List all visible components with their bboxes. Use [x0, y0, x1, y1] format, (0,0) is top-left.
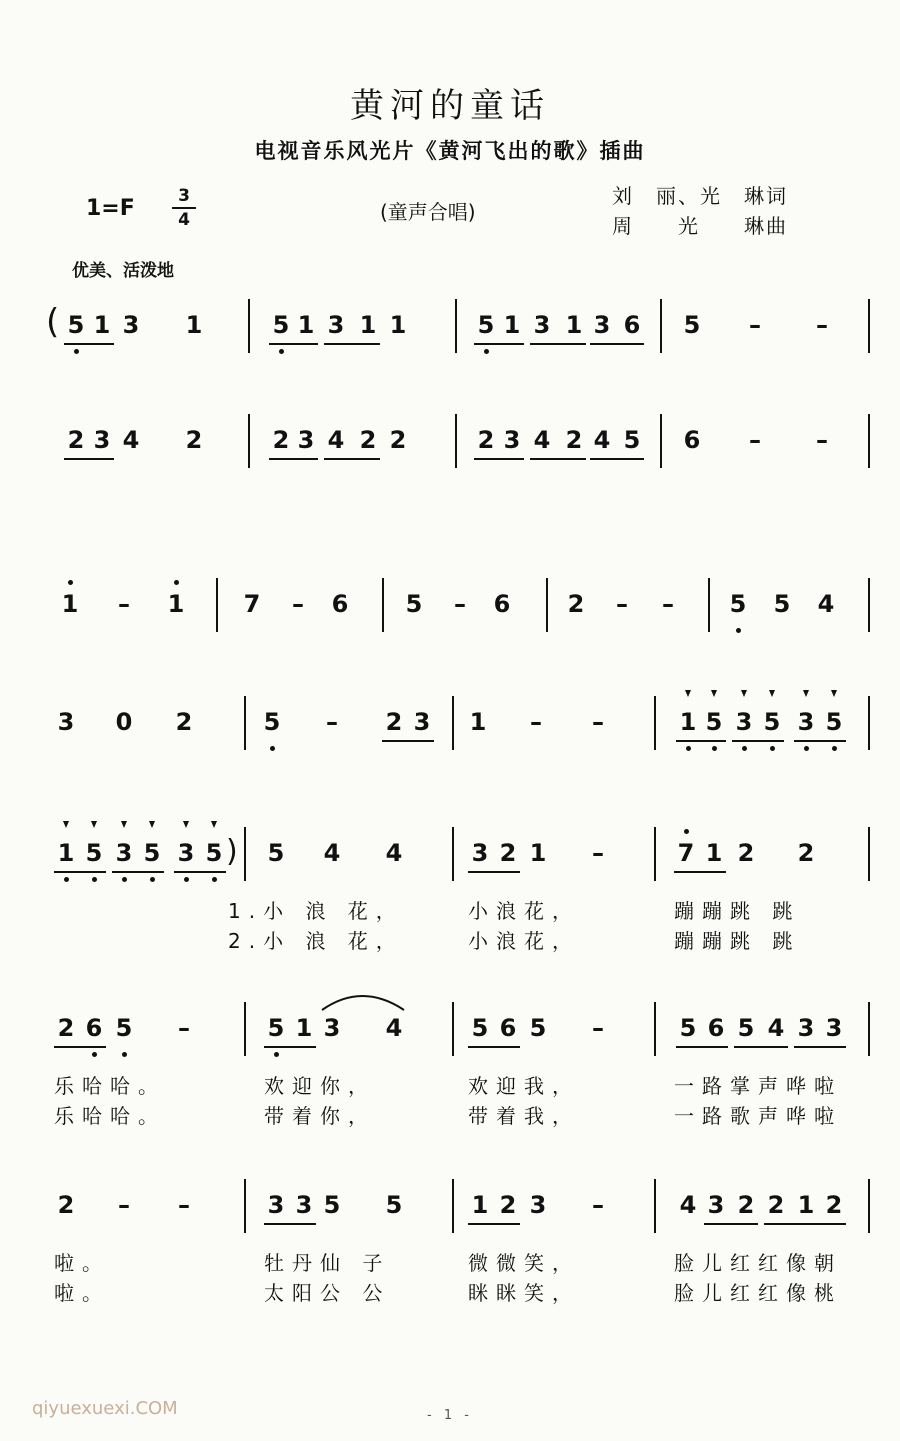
staccato-mark — [803, 690, 809, 697]
staccato-mark — [741, 690, 747, 697]
underline — [590, 343, 644, 345]
underline — [734, 1046, 788, 1048]
note: 2 — [567, 590, 585, 618]
note: 4 — [122, 426, 140, 454]
note: 3 — [413, 708, 431, 736]
barline — [244, 1002, 246, 1056]
underline — [590, 458, 644, 460]
octave-dot — [684, 829, 689, 834]
note: 3 — [533, 311, 551, 339]
note: 3 — [825, 1014, 843, 1042]
note: 4 — [327, 426, 345, 454]
octave-dot — [92, 1052, 97, 1057]
tempo-marking: 优美、活泼地 — [72, 261, 174, 281]
octave-dot — [68, 580, 73, 585]
barline — [244, 827, 246, 881]
note: – — [592, 839, 604, 867]
barline — [868, 578, 870, 632]
note: 1 — [797, 1191, 815, 1219]
lyric: 太阳公 公 — [264, 1281, 391, 1305]
note: 5 — [705, 708, 723, 736]
note: 5 — [272, 311, 290, 339]
underline — [732, 740, 784, 742]
barline — [248, 299, 250, 353]
note: – — [592, 1014, 604, 1042]
barline — [868, 1002, 870, 1056]
lyric: 蹦蹦跳 跳 — [674, 929, 801, 953]
note: 5 — [67, 311, 85, 339]
note: 1 — [167, 590, 185, 618]
watermark: qiyuexuexi.COM — [32, 1398, 178, 1419]
note: 2 — [57, 1191, 75, 1219]
note: 2 — [272, 426, 290, 454]
octave-dot — [74, 349, 79, 354]
note: 6 — [623, 311, 641, 339]
lyric: 一路掌声哗啦 — [674, 1074, 842, 1098]
note: 1 — [705, 839, 723, 867]
lyric: 带着你， — [264, 1104, 376, 1128]
lyric: 小浪花， — [468, 899, 580, 923]
barline — [216, 578, 218, 632]
barline — [452, 1002, 454, 1056]
note: 5 — [85, 839, 103, 867]
underline — [674, 871, 726, 873]
note: 5 — [477, 311, 495, 339]
note: 3 — [503, 426, 521, 454]
lyricist-credit: 刘 丽、光 琳词 — [612, 184, 788, 208]
key-signature: 1=F — [86, 196, 135, 221]
staccato-mark — [211, 821, 217, 828]
underline — [112, 871, 164, 873]
note: 3 — [529, 1191, 547, 1219]
note: 3 — [295, 1191, 313, 1219]
note: 2 — [389, 426, 407, 454]
note: 7 — [677, 839, 695, 867]
staccato-mark — [711, 690, 717, 697]
note: 5 — [737, 1014, 755, 1042]
note: 5 — [679, 1014, 697, 1042]
note: 1 — [469, 708, 487, 736]
staccato-mark — [183, 821, 189, 828]
note: 2 — [175, 708, 193, 736]
underline — [264, 1223, 316, 1225]
barline — [244, 696, 246, 750]
note: – — [816, 311, 828, 339]
underline — [468, 1223, 520, 1225]
note: 3 — [323, 1014, 341, 1042]
note: 3 — [267, 1191, 285, 1219]
note: 3 — [297, 426, 315, 454]
note: 2 — [565, 426, 583, 454]
lyric: 啦。 — [54, 1251, 110, 1275]
note: 7 — [243, 590, 261, 618]
note: 2 — [499, 839, 517, 867]
note: 5 — [143, 839, 161, 867]
note: 2 — [359, 426, 377, 454]
barline — [654, 827, 656, 881]
note: 2 — [825, 1191, 843, 1219]
note: 5 — [405, 590, 423, 618]
underline — [64, 343, 114, 345]
note: 2 — [185, 426, 203, 454]
octave-dot — [212, 877, 217, 882]
note: – — [178, 1014, 190, 1042]
note: 4 — [767, 1014, 785, 1042]
staccato-mark — [121, 821, 127, 828]
note: 3 — [115, 839, 133, 867]
slur — [318, 988, 408, 1012]
barline — [382, 578, 384, 632]
note: – — [326, 708, 338, 736]
paren: ) — [226, 834, 238, 869]
note: 1 — [297, 311, 315, 339]
note: 5 — [385, 1191, 403, 1219]
note: 1 — [529, 839, 547, 867]
underline — [794, 1046, 846, 1048]
staccato-mark — [91, 821, 97, 828]
note: – — [454, 590, 466, 618]
barline — [452, 827, 454, 881]
octave-dot — [274, 1052, 279, 1057]
note: 2 — [57, 1014, 75, 1042]
note: 5 — [263, 708, 281, 736]
note: 1 — [679, 708, 697, 736]
underline — [174, 871, 226, 873]
note: – — [118, 1191, 130, 1219]
octave-dot — [184, 877, 189, 882]
note: – — [749, 426, 761, 454]
barline — [868, 414, 870, 468]
lyric: 小浪花， — [468, 929, 580, 953]
underline — [676, 740, 726, 742]
barline — [455, 299, 457, 353]
note: 4 — [817, 590, 835, 618]
note: 5 — [763, 708, 781, 736]
note: 3 — [93, 426, 111, 454]
octave-dot — [279, 349, 284, 354]
note: 3 — [57, 708, 75, 736]
note: 1 — [61, 590, 79, 618]
underline — [324, 458, 380, 460]
note: – — [118, 590, 130, 618]
note: 4 — [593, 426, 611, 454]
note: 5 — [323, 1191, 341, 1219]
note: 3 — [797, 708, 815, 736]
octave-dot — [174, 580, 179, 585]
note: 6 — [85, 1014, 103, 1042]
note: – — [592, 1191, 604, 1219]
note: 3 — [797, 1014, 815, 1042]
time-signature-top: 3 — [178, 186, 190, 206]
lyric: 1.小 浪 花， — [228, 899, 404, 923]
underline — [468, 871, 520, 873]
octave-dot — [92, 877, 97, 882]
note: 5 — [729, 590, 747, 618]
note: – — [662, 590, 674, 618]
barline — [708, 578, 710, 632]
note: 3 — [593, 311, 611, 339]
note: 5 — [825, 708, 843, 736]
note: 1 — [565, 311, 583, 339]
note: 1 — [359, 311, 377, 339]
note: 6 — [493, 590, 511, 618]
note: 3 — [471, 839, 489, 867]
barline — [868, 1179, 870, 1233]
lyric: 乐哈哈。 — [54, 1104, 166, 1128]
song-subtitle: 电视音乐风光片《黄河飞出的歌》插曲 — [254, 139, 646, 163]
underline — [324, 343, 380, 345]
time-signature — [172, 186, 196, 230]
barline — [660, 299, 662, 353]
note: 2 — [737, 839, 755, 867]
note: 2 — [737, 1191, 755, 1219]
octave-dot — [270, 746, 275, 751]
barline — [452, 1179, 454, 1233]
lyric: 微微笑， — [468, 1251, 580, 1275]
note: 3 — [735, 708, 753, 736]
note: 4 — [679, 1191, 697, 1219]
barline — [244, 1179, 246, 1233]
note: 0 — [115, 708, 133, 736]
note: – — [749, 311, 761, 339]
barline — [455, 414, 457, 468]
octave-dot — [770, 746, 775, 751]
note: 4 — [323, 839, 341, 867]
note: 3 — [122, 311, 140, 339]
note: 5 — [623, 426, 641, 454]
note: 1 — [57, 839, 75, 867]
lyric: 牡丹仙 子 — [264, 1251, 391, 1275]
note: 2 — [797, 839, 815, 867]
note: 1 — [93, 311, 111, 339]
note: – — [616, 590, 628, 618]
note: 1 — [389, 311, 407, 339]
note: 5 — [205, 839, 223, 867]
note: – — [530, 708, 542, 736]
underline — [264, 1046, 316, 1048]
barline — [248, 414, 250, 468]
underline — [269, 343, 318, 345]
performance-note: (童声合唱) — [380, 200, 476, 224]
note: 1 — [503, 311, 521, 339]
underline — [468, 1046, 520, 1048]
page-number: - 1 - — [427, 1408, 473, 1423]
note: 6 — [683, 426, 701, 454]
underline — [794, 1223, 846, 1225]
note: 6 — [499, 1014, 517, 1042]
octave-dot — [832, 746, 837, 751]
barline — [868, 827, 870, 881]
note: – — [292, 590, 304, 618]
underline — [704, 1223, 758, 1225]
note: 4 — [385, 839, 403, 867]
note: 5 — [683, 311, 701, 339]
note: 2 — [385, 708, 403, 736]
octave-dot — [122, 877, 127, 882]
underline — [530, 458, 586, 460]
note: 1 — [295, 1014, 313, 1042]
octave-dot — [484, 349, 489, 354]
lyric: 2.小 浪 花， — [228, 929, 404, 953]
note: 5 — [773, 590, 791, 618]
song-title: 黄河的童话 — [350, 86, 550, 126]
staccato-mark — [685, 690, 691, 697]
octave-dot — [122, 1052, 127, 1057]
barline — [660, 414, 662, 468]
barline — [546, 578, 548, 632]
barline — [654, 696, 656, 750]
lyric: 脸儿红红像朝 — [674, 1251, 842, 1275]
underline — [474, 343, 524, 345]
note: 1 — [185, 311, 203, 339]
underline — [474, 458, 524, 460]
octave-dot — [686, 746, 691, 751]
underline — [794, 740, 846, 742]
barline — [868, 299, 870, 353]
octave-dot — [712, 746, 717, 751]
underline — [54, 871, 106, 873]
underline — [54, 1046, 106, 1048]
note: 2 — [767, 1191, 785, 1219]
note: – — [816, 426, 828, 454]
octave-dot — [150, 877, 155, 882]
staccato-mark — [831, 690, 837, 697]
barline — [452, 696, 454, 750]
lyric: 乐哈哈。 — [54, 1074, 166, 1098]
staccato-mark — [769, 690, 775, 697]
note: 1 — [471, 1191, 489, 1219]
note: 5 — [267, 839, 285, 867]
note: 4 — [385, 1014, 403, 1042]
underline — [676, 1046, 728, 1048]
note: 5 — [471, 1014, 489, 1042]
lyric: 欢迎我， — [468, 1074, 580, 1098]
lyric: 欢迎你， — [264, 1074, 376, 1098]
note: – — [592, 708, 604, 736]
lyric: 带着我， — [468, 1104, 580, 1128]
note: 5 — [267, 1014, 285, 1042]
note: 3 — [177, 839, 195, 867]
paren: ( — [46, 302, 60, 342]
note: 3 — [327, 311, 345, 339]
octave-dot — [742, 746, 747, 751]
lyric: 一路歌声哗啦 — [674, 1104, 842, 1128]
underline — [530, 343, 586, 345]
note: 2 — [477, 426, 495, 454]
note: 2 — [499, 1191, 517, 1219]
underline — [382, 740, 434, 742]
octave-dot — [804, 746, 809, 751]
note: 2 — [67, 426, 85, 454]
lyric: 蹦蹦跳 跳 — [674, 899, 801, 923]
note: 3 — [707, 1191, 725, 1219]
note: 5 — [529, 1014, 547, 1042]
staccato-mark — [63, 821, 69, 828]
note: 6 — [707, 1014, 725, 1042]
underline — [64, 458, 114, 460]
octave-dot — [64, 877, 69, 882]
barline — [868, 696, 870, 750]
barline — [654, 1179, 656, 1233]
lyric: 脸儿红红像桃 — [674, 1281, 842, 1305]
note: 4 — [533, 426, 551, 454]
barline — [654, 1002, 656, 1056]
time-signature-bottom: 4 — [178, 210, 190, 230]
octave-dot — [736, 628, 741, 633]
note: 6 — [331, 590, 349, 618]
staccato-mark — [149, 821, 155, 828]
note: – — [178, 1191, 190, 1219]
underline — [269, 458, 318, 460]
composer-credit: 周 光 琳曲 — [612, 214, 788, 238]
lyric: 啦。 — [54, 1281, 110, 1305]
note: 5 — [115, 1014, 133, 1042]
lyric: 眯眯笑， — [468, 1281, 580, 1305]
